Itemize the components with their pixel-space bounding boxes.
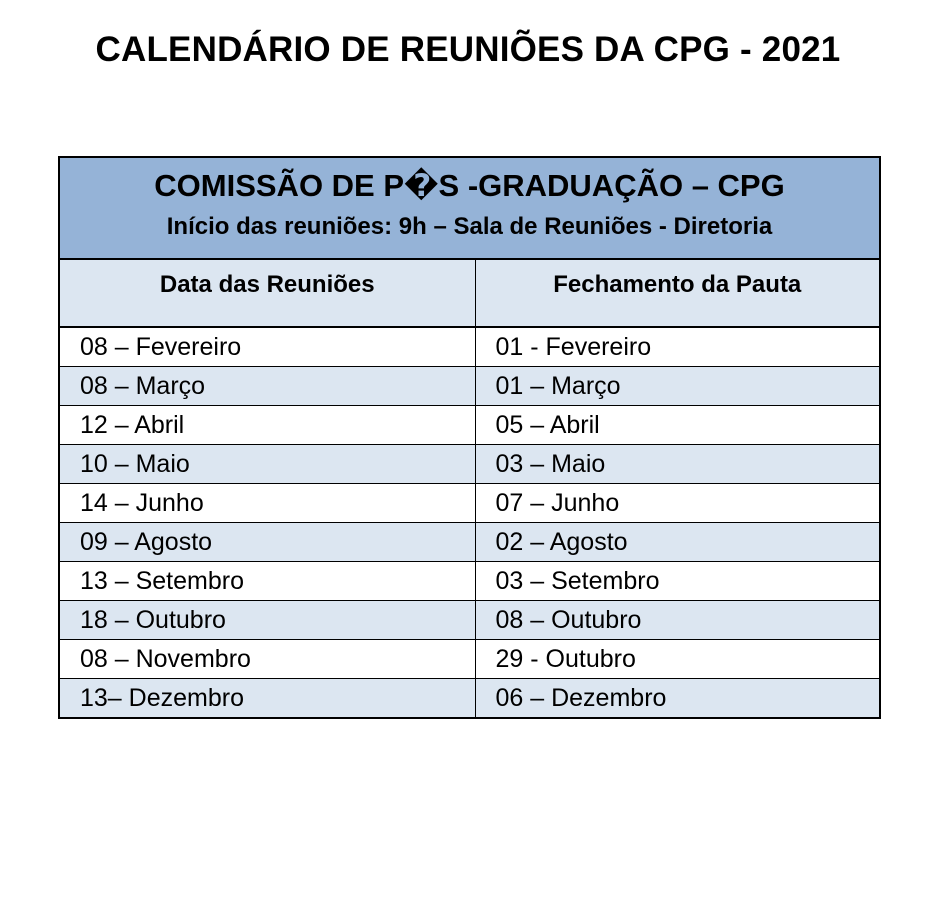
page-title: CALENDÁRIO DE REUNIÕES DA CPG - 2021	[95, 30, 841, 69]
agenda-closing-cell: 03 – Maio	[475, 445, 880, 484]
agenda-closing-cell: 01 – Março	[475, 367, 880, 406]
meeting-calendar-table	[58, 156, 881, 719]
agenda-closing-cell: 08 – Outubro	[475, 601, 880, 640]
meeting-date-cell: 09 – Agosto	[59, 523, 475, 562]
table-row	[59, 327, 880, 367]
meeting-date-cell: 13– Dezembro	[59, 679, 475, 719]
agenda-closing-cell: 29 - Outubro	[475, 640, 880, 679]
meeting-date-cell: 08 – Fevereiro	[59, 327, 475, 367]
meeting-date-header-label: Data das Reuniões	[159, 271, 375, 298]
committee-title: COMISSÃO DE P�S -GRADUAÇÃO – CPG	[154, 168, 785, 203]
table-row	[59, 640, 880, 679]
agenda-closing-header	[475, 259, 880, 327]
meeting-date-cell: 08 – Março	[59, 367, 475, 406]
column-header-row	[59, 259, 880, 327]
banner-cell	[59, 157, 880, 259]
table-row	[59, 406, 880, 445]
table-row	[59, 367, 880, 406]
meeting-date-cell: 18 – Outubro	[59, 601, 475, 640]
agenda-closing-cell: 06 – Dezembro	[475, 679, 880, 719]
agenda-closing-cell: 03 – Setembro	[475, 562, 880, 601]
agenda-closing-header-label: Fechamento da Pauta	[553, 271, 802, 298]
agenda-closing-cell: 05 – Abril	[475, 406, 880, 445]
meeting-date-cell: 10 – Maio	[59, 445, 475, 484]
meeting-date-cell: 14 – Junho	[59, 484, 475, 523]
table-row	[59, 679, 880, 719]
table-row	[59, 523, 880, 562]
agenda-closing-cell: 02 – Agosto	[475, 523, 880, 562]
agenda-closing-cell: 07 – Junho	[475, 484, 880, 523]
meeting-info: Início das reuniões: 9h – Sala de Reuniões - Diretoria	[166, 213, 773, 240]
table-row	[59, 562, 880, 601]
banner-row	[59, 157, 880, 259]
table-row	[59, 445, 880, 484]
table-row	[59, 601, 880, 640]
meeting-date-cell: 12 – Abril	[59, 406, 475, 445]
table-row	[59, 484, 880, 523]
meeting-date-cell: 13 – Setembro	[59, 562, 475, 601]
meeting-date-header	[59, 259, 475, 327]
agenda-closing-cell: 01 - Fevereiro	[475, 327, 880, 367]
meeting-date-cell: 08 – Novembro	[59, 640, 475, 679]
